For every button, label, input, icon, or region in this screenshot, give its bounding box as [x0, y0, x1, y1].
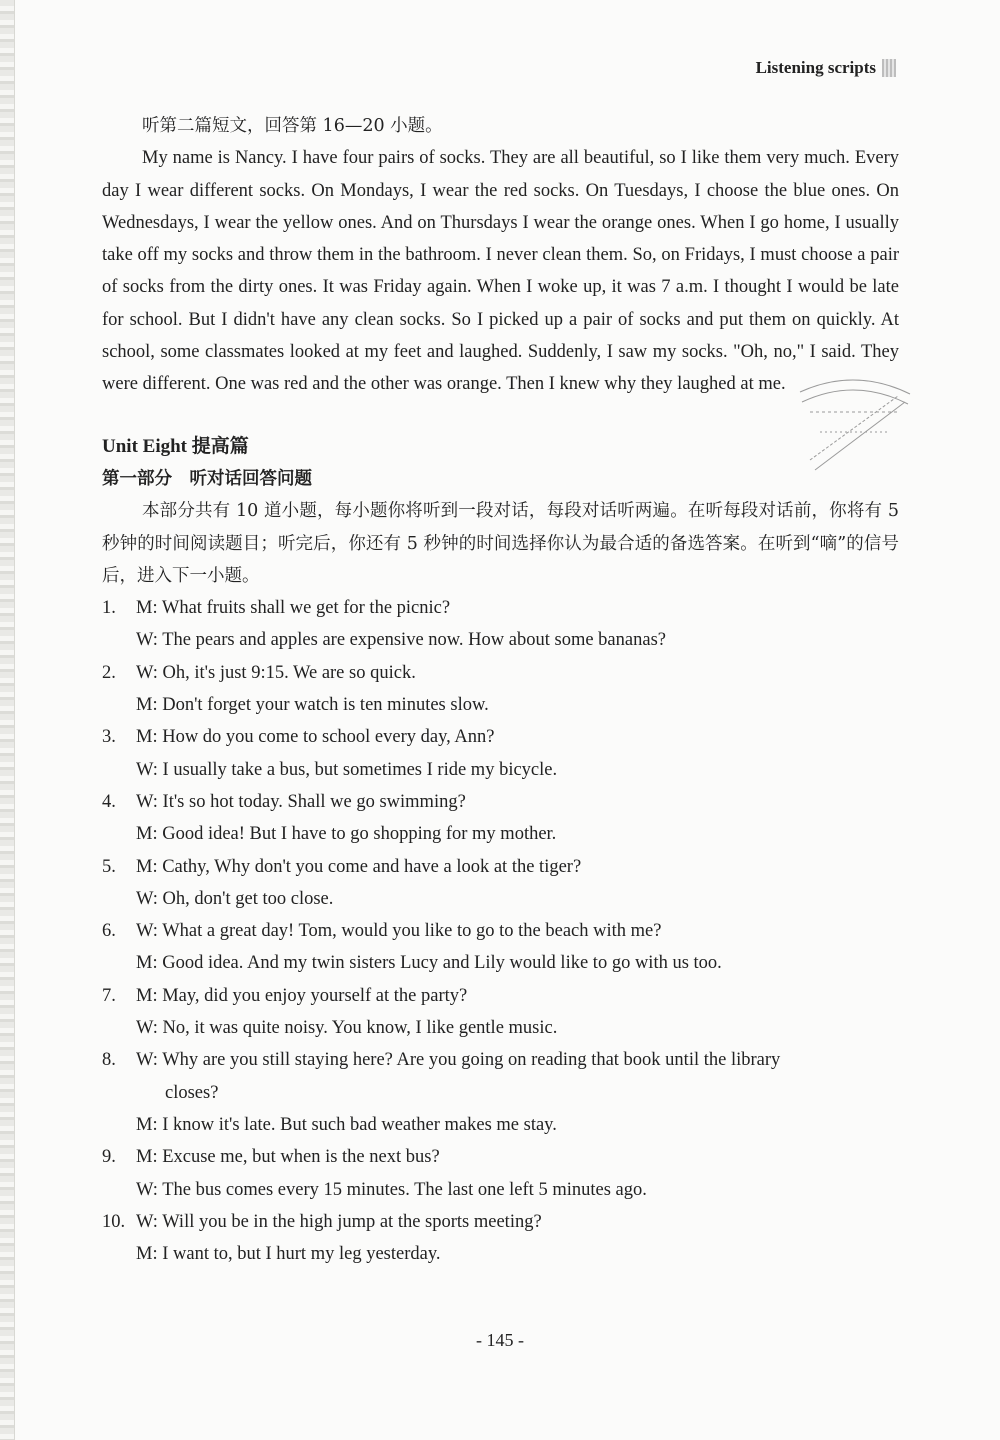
header-mark-icon: [882, 59, 896, 77]
unit-title: Unit Eight 提高篇: [102, 435, 249, 457]
dialogue-line: W: Oh, don't get too close.: [136, 888, 334, 909]
dialogue-line: W: It's so hot today. Shall we go swimming?: [136, 791, 466, 812]
dialogue-line: closes?: [165, 1082, 219, 1103]
dialogue-line: M: Good idea. And my twin sisters Lucy and Lily would like to go with us too.: [136, 953, 722, 974]
dialogue-item: [102, 592, 899, 657]
dialogue-item: [102, 721, 899, 786]
dialogue-line: W: Oh, it's just 9:15. We are so quick.: [136, 662, 416, 683]
dialogue-item: [102, 786, 899, 851]
dialogue-list: [102, 592, 899, 1270]
dialogue-line: W: No, it was quite noisy. You know, I like gentle music.: [136, 1018, 558, 1039]
dialogue-item: [102, 980, 899, 1045]
dialogue-line: W: I usually take a bus, but sometimes I ride my bicycle.: [136, 759, 558, 780]
item-number: 10.: [102, 1211, 126, 1232]
dialogue-line: M: I know it's late. But such bad weather makes me stay.: [136, 1114, 557, 1135]
item-number: 3.: [102, 727, 116, 748]
item-number: 1.: [102, 598, 116, 619]
dialogue-line: M: I want to, but I hurt my leg yesterday.: [136, 1244, 441, 1265]
dialogue-item: [102, 1141, 899, 1206]
dialogue-line: M: Cathy, Why don't you come and have a look at the tiger?: [136, 856, 582, 877]
page-content: [102, 110, 899, 1270]
header-title: Listening scripts: [755, 58, 876, 77]
item-number: 5.: [102, 856, 116, 877]
dialogue-line: W: The pears and apples are expensive now. How about some bananas?: [136, 630, 666, 651]
item-number: 4.: [102, 791, 116, 812]
dialogue-line: M: How do you come to school every day, Ann?: [136, 727, 495, 748]
item-number: 9.: [102, 1147, 116, 1168]
dialogue-line: M: Don't forget your watch is ten minutes slow.: [136, 695, 489, 716]
dialogue-line: M: May, did you enjoy yourself at the party?: [136, 985, 468, 1006]
dialogue-line: M: Good idea! But I have to go shopping for my mother.: [136, 824, 557, 845]
dialogue-line: W: Will you be in the high jump at the sports meeting?: [136, 1211, 542, 1232]
item-number: 7.: [102, 985, 116, 1006]
dialogue-item: [102, 915, 899, 980]
item-number: 8.: [102, 1050, 116, 1071]
passage-intro: 听第二篇短文，回答第 16—20 小题。: [142, 116, 443, 136]
torn-page-edge: [0, 0, 15, 1440]
running-header: [756, 58, 896, 78]
dialogue-item: [102, 657, 899, 722]
dialogue-item: [102, 851, 899, 916]
dialogue-item: [102, 1044, 899, 1141]
dialogue-line: W: The bus comes every 15 minutes. The last one left 5 minutes ago.: [136, 1179, 647, 1200]
dialogue-line: M: Excuse me, but when is the next bus?: [136, 1147, 440, 1168]
passage-text: My name is Nancy. I have four pairs of socks. They are all beautiful, so I like them very much. Every day I wear different socks. On Mondays, I wear the red socks. On Tuesdays, I choose the blue ones. On Wednesdays, I wear the yellow ones. And on Thursdays I wear the orange ones. When I go home, I usually take off my socks and throw them in the bathroom. I never clean them. So, on Fridays, I must choose a pair of socks from the dirty ones. It was Friday again. When I woke up, it was 7 a.m. I thought I would be late for school. But I didn't have any clean socks. So I picked up a pair of socks and put them on quickly. At school, some classmates looked at my feet and laughed. Suddenly, I saw my socks. "Oh, no," I said. They were different. One was red and the other was orange. Then I knew why they laughed at me.: [102, 148, 899, 395]
dialogue-line: W: Why are you still staying here? Are you going on reading that book until the library: [136, 1050, 781, 1071]
item-number: 6.: [102, 921, 116, 942]
page-number: - 145 -: [476, 1330, 524, 1350]
part-title: 第一部分 听对话回答问题: [102, 468, 312, 489]
dialogue-line: W: What a great day! Tom, would you like to go to the beach with me?: [136, 921, 662, 942]
dialogue-item: [102, 1206, 899, 1271]
part-instructions: 本部分共有 10 道小题，每小题你将听到一段对话，每段对话听两遍。在听每段对话前，你将有 5 秒钟的时间阅读题目；听完后，你还有 5 秒钟的时间选择你认为最合适的备选答案。在听到“嘀”的信号后，进入下一小题。: [102, 501, 899, 586]
item-number: 2.: [102, 662, 116, 683]
dialogue-line: M: What fruits shall we get for the picnic?: [136, 598, 451, 619]
